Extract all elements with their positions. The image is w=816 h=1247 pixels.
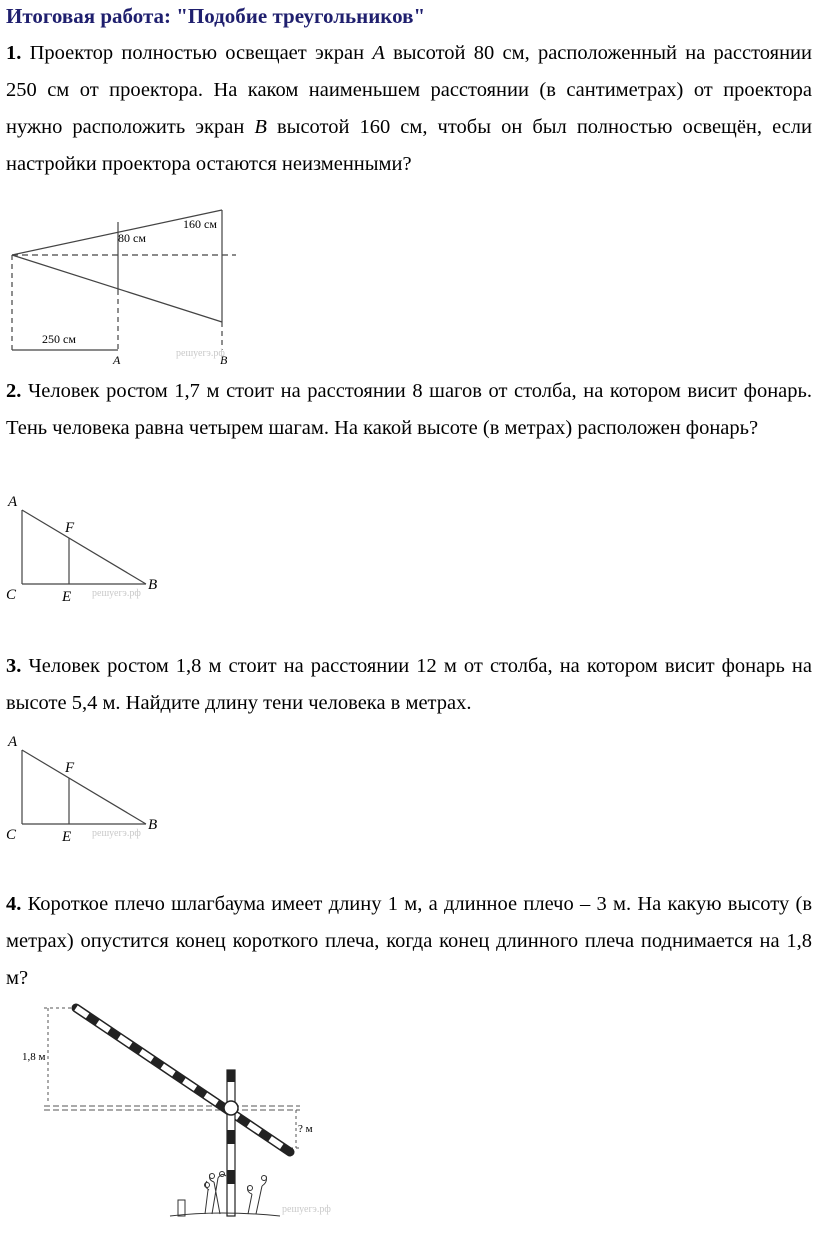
- label-e: E: [62, 829, 72, 845]
- problem-2-text: [6, 373, 812, 447]
- problem-4-body: Короткое плечо шлагбаума имеет длину 1 м, а длинное плечо – 3 м. На какую высоту (в метрах) опустится конец короткого плеча, когда конец длинного плеча поднимается на 1,8 м?: [6, 893, 812, 989]
- watermark: решуегэ.рф: [92, 828, 141, 839]
- problem-1-part3: высотой 160 см, чтобы он был полностью освещён, если настройки проектора остаются неизменными?: [6, 116, 812, 175]
- label-f: F: [65, 760, 75, 776]
- problem-3-number: 3.: [6, 655, 22, 677]
- problem-1-var-b: B: [254, 116, 267, 138]
- label-80cm: 80 см: [118, 231, 146, 245]
- lamp-figure-3: [0, 728, 170, 850]
- label-a: A: [8, 734, 18, 750]
- problem-4-number: 4.: [6, 893, 22, 915]
- problem-1-text: [6, 35, 812, 183]
- ray-line: [22, 750, 146, 824]
- label-250cm: 250 см: [42, 332, 76, 346]
- label-c: C: [6, 827, 17, 843]
- lamp-figure-2: [0, 488, 170, 608]
- problem-1-part2: высотой 80 см, расположенный на расстоянии 250 см от проектора. На каком наименьшем расстоянии (в сантиметрах) от проектора нужно расположить экран: [6, 42, 812, 138]
- barrier-beam: [76, 1008, 290, 1152]
- problem-3-text: [6, 648, 812, 722]
- watermark: решуегэ.рф: [176, 348, 225, 359]
- problem-4-text: [6, 886, 812, 997]
- label-b: B: [148, 817, 158, 833]
- barrier-post: [224, 1070, 238, 1216]
- problem-1-var-a: A: [372, 42, 385, 64]
- projector-figure: [0, 200, 260, 368]
- problem-1-part1: Проектор полностью освещает экран: [29, 42, 373, 64]
- label-160cm: 160 см: [183, 217, 217, 231]
- problem-2-number: 2.: [6, 380, 22, 402]
- label-a: A: [8, 494, 18, 510]
- problem-3-body: Человек ростом 1,8 м стоит на расстоянии 12 м от столба, на котором висит фонарь на высоте 5,4 м. Найдите длину тени человека в метрах.: [6, 655, 812, 714]
- label-a: A: [113, 353, 121, 367]
- watermark: решуегэ.рф: [282, 1204, 331, 1215]
- problem-1-number: 1.: [6, 42, 22, 64]
- ground-and-bushes: [170, 1172, 280, 1217]
- barrier-figure: [0, 1000, 340, 1225]
- label-question-m: ? м: [298, 1123, 313, 1135]
- label-e: E: [62, 589, 72, 605]
- label-b: B: [220, 353, 228, 367]
- label-1-8m: 1,8 м: [22, 1051, 46, 1063]
- page-title: Итоговая работа: "Подобие треугольников": [6, 4, 426, 28]
- label-c: C: [6, 587, 17, 603]
- ray-line: [22, 510, 146, 584]
- problem-2-body: Человек ростом 1,7 м стоит на расстоянии 8 шагов от столба, на котором висит фонарь. Тень человека равна четырем шагам. На какой высоте (в метрах) расположен фонарь?: [6, 380, 812, 439]
- label-f: F: [65, 520, 75, 536]
- watermark: решуегэ.рф: [92, 588, 141, 599]
- lower-ray: [12, 255, 222, 322]
- label-b: B: [148, 577, 158, 593]
